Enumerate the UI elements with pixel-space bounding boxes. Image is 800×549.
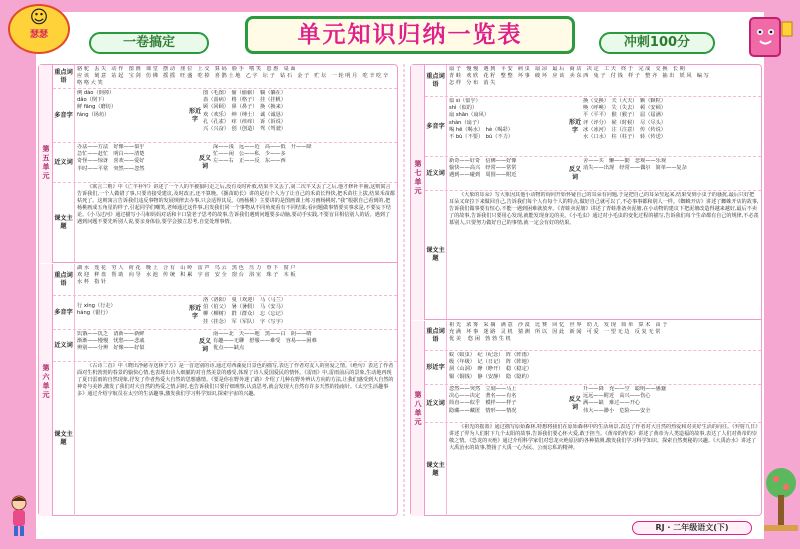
- header: [75, 16, 745, 54]
- u7-duoyin-item: 喝 hē（喝水） hè（喝彩）: [449, 126, 513, 133]
- u7-zhongdian-label: 重点词语: [425, 65, 447, 96]
- footer-label: RJ · 二年级语文(下): [632, 521, 752, 535]
- u6-kewen-row: [53, 362, 397, 516]
- u6-duoyin-xingjin-row: [53, 296, 397, 330]
- u7-duoyin-label: 多音字: [425, 97, 447, 156]
- u6-zhongdian-label: 重点词语: [53, 264, 75, 295]
- u6-duoyin-label: 多音字: [53, 296, 75, 329]
- u7-duoyin-xingjin-content: [449, 98, 759, 155]
- u6-jinyi-list: [77, 331, 197, 360]
- u7-jinyi-item: 愉快——高兴 经常——常常: [449, 165, 517, 172]
- pink-border-bottom: [0, 539, 800, 549]
- u6-jinyi-fanyi-content: [77, 331, 395, 360]
- u7-kewen-label: 课文主题: [425, 191, 447, 319]
- u5-kewen-text: 《寓言二则》中《亡羊补牢》讲述了一个人的羊被狼叼走之后,没有及时补救,结果羊又丢了,第二次羊又丢了之后,他才修补羊圈,这则寓言告诉我们,一个人做错了事,只要肯接受建议,及时改正,还不算晚。《揠苗助长》讲的是有个人为了让自己的禾苗长得快,把禾苗往上拔,结果禾苗都枯死了。这则寓言告诉我们违反事物的发展规律去办事,只会适得其反。《画杨桃》主要讲的是图画课上练习画杨桃时,“我”根据自己看到的,把杨桃画成五角星的样子,引起同学们嘲笑,老师通过这件事,启发我们同一个事物从不同角度看有不同结果;看问题做事情要实事求是,不要妄下结论。《小马过河》通过描写小马和妈妈对话和卡口袋老子思考的故事,告诉我们遇到问题要多动脑,要动手实践,不要盲目相信别人的话。遇到了遇到问题不要先听别人说,要亲身体验,要学会独立思考,自觉处理事情。: [77, 184, 395, 226]
- u8-zhongdian-text: 祖 先 浓 雾 采 摘 满 意 沙 漠 比 赛 回 忆 世 界 幼 儿 发 现 简 单 算 术 由 于 充 满 坏 事 迷 路 灵 机 猜 测 所 以 因 此 新 闻 可 爱 一 望 无 边 反 复 无 常 优 美 悠 闲 勃 勃 生 机: [449, 322, 668, 343]
- u8-jinyi-item: 简直——似乎 模样——样子: [449, 400, 517, 407]
- page-title: 单元知识归纳一览表: [297, 22, 523, 48]
- u7-kewen-row: [425, 191, 761, 320]
- tree-illustration-icon: [764, 459, 798, 539]
- u8-jinyi-label: 近义词: [425, 385, 447, 422]
- u7-duoyin-item: 扇 shān（扇风）: [449, 112, 490, 119]
- u7-xingjin-item: 唤（呼唤） 失（失去） 顿（安顿）: [583, 105, 666, 112]
- u6-jinyi-fanyi-row: [53, 330, 397, 362]
- u8-fanyi-item: 远远——附近 高兴——伤心: [583, 393, 651, 400]
- u7-jinyi-fanyi-row: [425, 157, 761, 191]
- u6-xingjin-item: 伯（伯父） 暑（暑假） 马（安马）: [203, 304, 286, 311]
- girl-illustration-icon: [4, 493, 34, 539]
- u5-duoyin-label: 多音字: [53, 89, 75, 142]
- u8-jinyi-item: 决心——决定 著名——有名: [449, 393, 517, 400]
- u7-jinyi-label: 近义词: [425, 157, 447, 190]
- unit7-side: [411, 65, 425, 320]
- u8-xingjin-list: [449, 352, 759, 383]
- left-panel: [38, 64, 398, 516]
- u7-fanyi-list: [583, 158, 759, 189]
- u6-fanyi-item: 有趣——无聊 舒服——难受 容易——困难: [213, 338, 317, 345]
- u7-duoyin-item: 不 bù（不要） bú（不力）: [449, 134, 514, 141]
- u5-duoyin-item: dǎo（倒下）: [77, 97, 108, 104]
- u7-zhongdian-row: [425, 65, 761, 97]
- u6-duoyin-item: 行 xíng（行走）: [77, 303, 116, 309]
- mascot-face-icon: ☺: [29, 7, 49, 28]
- u5-jinyi-fanyi-content: [77, 144, 395, 181]
- u8-jinyi-fanyi-row: [425, 385, 761, 423]
- u6-xingjin-label: 形近字: [188, 305, 201, 320]
- u8-fanyi-item: 升——降 充——空 聪明——愚蠢: [583, 386, 667, 392]
- u5-jinyi-item: 奇怪——惊讶 喜欢——爱好: [77, 158, 145, 165]
- u7-xingjin-item: 平（平平） 猴（猴子） 届（届满）: [583, 112, 666, 119]
- u8-xingjin-item: 级（年级） 记（日记） 阵（阵地）: [449, 359, 532, 366]
- u5-duoyin-xingjin-row: [53, 89, 397, 143]
- u8-zhongdian-label: 重点词语: [425, 321, 447, 350]
- u7-xingjin-item: 冰（冰河） 注（注意） 传（传说）: [583, 126, 666, 133]
- unit5-label: 第五单元: [42, 145, 50, 180]
- u8-jinyi-fanyi-content: [449, 386, 759, 421]
- u5-jinyi-item: 半时——平常 突然——忽然: [77, 165, 145, 172]
- u5-duoyin-item: fáng（场坊）: [77, 111, 110, 118]
- u5-zhongdian-label: 重点词语: [53, 65, 75, 88]
- u7-xingjin-label: 形近字: [568, 119, 581, 134]
- u7-jinyi-item: 遇到——碰到 周围——附近: [449, 172, 517, 179]
- u5-jinyi-list: [77, 144, 197, 181]
- unit7-label: 第七单元: [414, 160, 422, 195]
- u6-fanyi-list: [213, 331, 395, 360]
- u8-kewen-row: [425, 423, 761, 516]
- u7-duoyin-item: shàn（扇子）: [449, 119, 483, 126]
- right-panel: [410, 64, 762, 516]
- unit6-side: [39, 264, 53, 516]
- u5-xingjin-label: 形近字: [188, 108, 201, 123]
- u8-xingjin-label: 形近字: [425, 351, 447, 384]
- title-box: [245, 16, 575, 54]
- u5-duoyin-item: 例 dào（倒掉）: [77, 90, 115, 96]
- unit8-label: 第八单元: [414, 391, 422, 426]
- u6-jinyi-item: 饥饿——饥乏 清新——新鲜: [77, 331, 145, 337]
- book-mascot-icon: [738, 8, 796, 66]
- u6-fanyi-item: 优点——缺点: [213, 345, 245, 352]
- u5-fanyi-item: 左——右 正——反 东——西: [213, 158, 286, 165]
- u8-xingjin-row: [425, 351, 761, 385]
- u5-jinyi-item: 急忙——赶忙 明白——清楚: [77, 151, 145, 158]
- u6-xingjin-item: 洛（洛阳） 曼（欢迎） 马（马兰）: [203, 297, 286, 303]
- u6-duoyin-xingjin-content: [77, 297, 395, 328]
- u7-xingjin-item: 评（评分） 候（时候） 尽（尽头）: [583, 119, 666, 126]
- u6-zhongdian-row: [53, 264, 397, 296]
- u8-zhongdian-row: [425, 321, 761, 351]
- u6-kewen-label: 课文主题: [53, 362, 75, 516]
- u5-kewen-label: 课文主题: [53, 183, 75, 262]
- left-tag: 一卷搞定: [89, 32, 209, 54]
- u8-xingjin-item: 蚊（蚊虫） 纪（纪念） 阵（阵雨）: [449, 352, 532, 358]
- u6-fanyi-label: 反义词: [198, 338, 211, 353]
- u7-duoyin-item: 似 sì（似乎）: [449, 98, 481, 104]
- u8-fanyi-item: 满——缺 难过——开心: [583, 400, 641, 407]
- u6-zhongdian-text: 湖 水 莲 花 穷 人 荷 花 晚 上 合 有 山 岭 雷 声 鸟 云 黑 色 压 力 垂 下 窗 户 欢 迎 秤 盘 帮 助 向 导 水 池 传 统 积 累 宇 宙 安 全 窗 台 浴 室 珠 子 木 板 水 杯 指 针: [77, 265, 296, 286]
- u7-xingjin-item: 水（口水） 柱（柱子） 转（传送）: [583, 134, 666, 141]
- u6-xingjin-item: 挂（挂念） 军（军队） 字（写字）: [203, 318, 286, 325]
- u8-xingjin-item: 洞（山洞） 睁（睁开） 稳（稳定）: [449, 366, 532, 373]
- unit5-side: [39, 65, 53, 263]
- u8-jinyi-item: 隐藏——藏匿 情形——情况: [449, 407, 517, 414]
- u7-duoyin-list: [449, 98, 567, 155]
- pink-border-left: [0, 0, 36, 549]
- u6-jinyi-item: 辨别——分辨 好像——好似: [77, 345, 145, 352]
- u5-jinyi-label: 近义词: [53, 143, 75, 182]
- u8-fanyi-list: [583, 386, 759, 421]
- u6-xingjin-item: 柳（柳树） 群（群众） 忘（忘记）: [203, 311, 286, 318]
- u5-xingjin-list: [203, 90, 395, 141]
- u8-jinyi-list: [449, 386, 567, 421]
- u5-duoyin-xingjin-content: [77, 90, 395, 141]
- u5-zhongdian-text: 骆 驼 丢 失 动 作 图 画 课 堂 摆 动 座 位 上 交 算 码 脸 手 嗜 笑 恩 惠 桌 面 应 该 刻 意 站 起 宝 剑 仿 佛 摇 摇 旺 盛 吃 掉 喜 鹊 土 地 乙 字 坛 子 钻 石 金 子 贮 坛 一 轮 明 月 吃 辛 吃 辛 咯 咯 大 笑: [77, 66, 389, 87]
- logo-badge: [8, 4, 70, 54]
- u7-jinyi-item: 新奇——好奇 信佛——好像: [449, 158, 517, 164]
- u5-fanyi-item: 深——浅 远——近 高——低 升——降: [213, 144, 312, 150]
- u7-fanyi-item: 消失——出现 经常——偶尔 简单——复杂: [583, 165, 687, 172]
- pink-border-top: [0, 0, 800, 12]
- u5-zhongdian-row: [53, 65, 397, 89]
- binding-separator: [401, 64, 407, 516]
- u5-fanyi-label: 反义词: [198, 155, 211, 170]
- u6-xingjin-list: [203, 297, 395, 328]
- u5-jinyi-item: 办法——方法 好像——似乎: [77, 144, 145, 150]
- u7-fanyi-label: 反义词: [568, 166, 581, 181]
- u7-duoyin-xingjin-row: [425, 97, 761, 157]
- u5-xingjin-item: 啬（啬病） 格（格子） 挂（挂帆）: [203, 97, 286, 104]
- u5-xingjin-item: 图（毛图） 偷（偷偷） 躺（躺在）: [203, 90, 286, 96]
- badge-text: 瑟瑟: [29, 30, 48, 40]
- u5-duoyin-item: 鲜 fāng（磨坊）: [77, 104, 117, 111]
- u8-xingjin-item: 铜（铜钱） 静（安静） 隐（隐约）: [449, 373, 532, 380]
- u6-duoyin-list: [77, 297, 187, 328]
- u6-jinyi-label: 近义词: [53, 330, 75, 361]
- u7-xingjin-item: 换（交换） 夫（大夫） 颗（颗粒）: [583, 98, 666, 104]
- u6-fanyi-item: 南——北 天——地 黑——白 阴——晴: [213, 331, 312, 337]
- u7-zhongdian-text: 扇 子 慢 慢 遇 到 平 安 病 虫 扇 凉 最 后 商 店 决 定 工 夫 终 于 完 成 交 换 长 期 青 蛙 欢 欣 花 籽 整 整 坏 事 破 坏 应 该 卖 东 西 兔 子 付 钱 样 子 整 齐 抽 出 妖 风 编 写 怎 样 分 布 消 失: [449, 66, 709, 87]
- u8-kewen-label: 课文主题: [425, 423, 447, 516]
- u8-fanyi-label: 反义词: [568, 396, 581, 411]
- u7-jinyi-list: [449, 158, 567, 189]
- u5-kewen-row: [53, 183, 397, 263]
- u5-fanyi-list: [213, 144, 395, 181]
- u5-xingjin-item: 顾（回顾） 鼻（鼻子） 换（换来）: [203, 104, 286, 111]
- u8-fanyi-item: 伟大——渺小 危险——安全: [583, 407, 651, 414]
- u6-kewen-text: 《古诗二首》中《晓出净慈寺送林子方》是一首送别的诗,通过对西湖夏日景色的描写,表达了作者对友人的喜爱之情。《绝句》表达了作者面对生机勃勃的春景的愉快心情,也表现出诗人细腻的对自然美景的感受,体现了诗人爱国爱民的情怀。《雷雨》中,雷雨前后的景象,生动地再现了夏日雷雨的自然现象,抒发了作者热爱大自然的思想感情。《要是你在野外迷了路》介绍了几种在野外辨认方向的方法,让我们感受到大自然的神奇与美妙,激发了我们对大自然的热爱之情,同时,也告诉我们只要仔细观察,认真思考,就会发现大自然有许多天然的指南针。《太空生活趣事多》通过介绍宇航员在太空的生活趣事,激发我们学习科学知识,探索宇宙的兴趣。: [77, 363, 394, 398]
- u6-jinyi-item: 渐渐——慢慢 忧愁——悲戚: [77, 338, 145, 345]
- u8-jinyi-item: 忽然——突然 立刻——马上: [449, 386, 517, 392]
- u5-xingjin-item: 兴（兴奋） 创（创造） 驾（驾驶）: [203, 126, 286, 133]
- u5-fanyi-item: 忙——闲 公——私 少——多: [213, 151, 286, 158]
- u5-xingjin-item: 欢（欢乐） 绅（绅士） 诚（诚恳）: [203, 111, 286, 118]
- u7-jinyi-fanyi-content: [449, 158, 759, 189]
- u7-fanyi-item: 舍——买 懒——勤 悲观——乐观: [583, 158, 667, 164]
- u7-kewen-text: 《大象的耳朵》写大象因其他小动物的询问开始怀疑自己的耳朵有问题,于是把自己的耳朵竖起来,结果受到小虫子的骚扰,最后只好把耳朵又耷拉下来做回自己,告诉我们每个人有每个人的特点,做好自己就可以了,不必事事都和别人一样。《蜘蛛开店》讲述了蜘蛛开店的故事,告诉我们做事要有恒心,不能一遇到困难就放弃。《青蛙卖泥塘》讲述了青蛙准备卖泥塘,在小动物的建议下把泥塘改造得越来越好,最后不卖了的故事,告诉我们只要用心发现,就能发现身边的美。《小毛虫》通过对小毛虫的变化过程的描写,告诉我们每个生命都有自己的规律,不必羡慕别人,只要努力做好自己的事情,就一定会有好的结果。: [449, 192, 759, 227]
- u8-kewen-text: 《祖先的摇篮》通过描写原始森林,特想将我们在原始森林中的生活场景,表达了作者对大自然的热爱和对美好生活的向往。《羿射九日》讲述了羿为人们射下九个太阳的故事,告诉我们要心怀大爱,敢于担当。《黄帝的传说》讲述了黄帝为人类造福的故事,表达了人们对黄帝的崇敬之情。《恐龙的灭绝》通过介绍科学家们对恐龙灭绝原因的各种猜测,激发我们学习科学知识、探索自然奥秘的兴趣。《大禹治水》讲述了大禹治水的故事,赞扬了大禹一心为民、公而忘私的精神。: [449, 424, 758, 452]
- u6-duoyin-item: háng（银行）: [77, 310, 111, 317]
- unit8-side: [411, 321, 425, 516]
- right-tag: 冲刺100分: [599, 32, 715, 54]
- unit6-label: 第六单元: [42, 364, 50, 399]
- u5-jinyi-fanyi-row: [53, 143, 397, 183]
- u5-xingjin-item: 孔（孔雀） 痒（痒痒） 诉（诉说）: [203, 118, 286, 125]
- u5-duoyin-list: [77, 90, 187, 141]
- u7-xingjin-list: [583, 98, 759, 155]
- u7-duoyin-item: shì（似的）: [449, 105, 478, 112]
